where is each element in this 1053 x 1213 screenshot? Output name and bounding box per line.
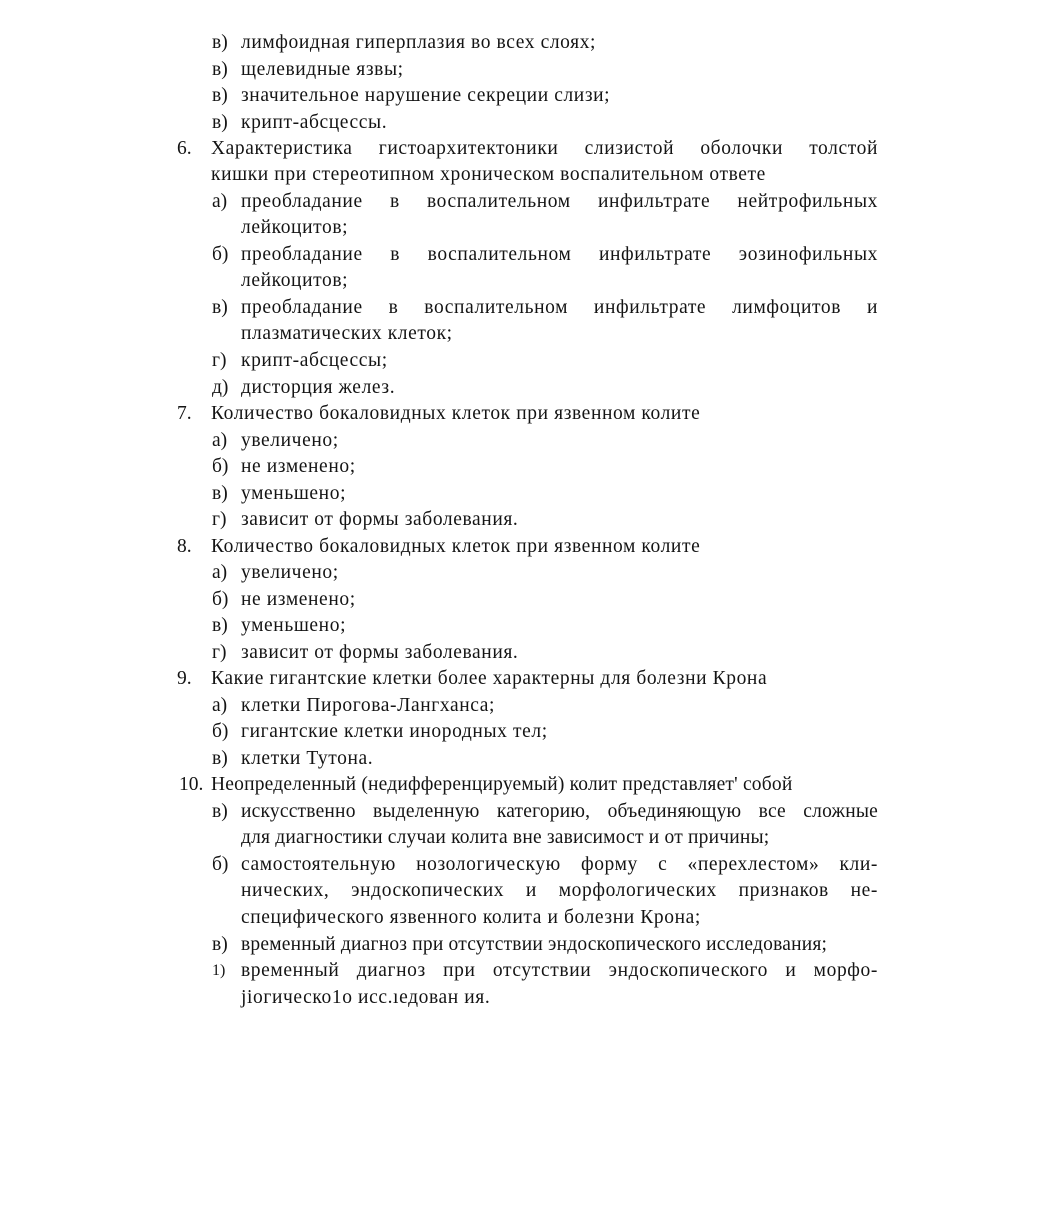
option-letter: 1) <box>212 962 226 979</box>
option-text: для диагностики случаи колита вне зависимост и от причины; <box>241 827 770 848</box>
option-letter: в) <box>212 615 228 636</box>
option-letter: а) <box>212 191 228 212</box>
option-text: не изменено; <box>241 589 356 610</box>
question-text: Характеристика гистоархитектоники слизистой оболочки толстой <box>211 138 878 159</box>
option-text: нических, эндоскопических и морфологических признаков не- <box>241 880 878 901</box>
option-letter: г) <box>212 350 227 371</box>
option-text: не изменено; <box>241 456 356 477</box>
question-text: Какие гигантские клетки более характерны для болезни Крона <box>211 668 768 689</box>
option-letter: д) <box>212 377 229 398</box>
option-letter: б) <box>212 244 229 265</box>
option-letter: а) <box>212 430 228 451</box>
option-text: крипт-абсцессы. <box>241 112 388 133</box>
question-number: 6. <box>177 138 192 159</box>
option-letter: б) <box>212 721 229 742</box>
option-text: лимфоидная гиперплазия во всех слоях; <box>241 32 597 53</box>
option-letter: г) <box>212 509 227 530</box>
option-text: зависит от формы заболевания. <box>241 509 519 530</box>
option-text: дисторция желез. <box>241 377 396 398</box>
option-text: лейкоцитов; <box>241 217 349 238</box>
option-text: лейкоцитов; <box>241 270 349 291</box>
option-letter: а) <box>212 562 228 583</box>
option-text: преобладание в воспалительном инфильтрате эозинофильных <box>241 244 878 265</box>
option-text: значительное нарушение секреции слизи; <box>241 85 611 106</box>
option-letter: в) <box>212 801 228 822</box>
option-text: зависит от формы заболевания. <box>241 642 519 663</box>
option-letter: в) <box>212 32 228 53</box>
option-letter: в) <box>212 748 228 769</box>
question-text: Количество бокаловидных клеток при язвенном колите <box>211 403 701 424</box>
option-letter: б) <box>212 854 229 875</box>
option-text: специфического язвенного колита и болезни Крона; <box>241 907 701 928</box>
option-text: jіогическо1о исс.ıедован ия. <box>241 987 491 1008</box>
option-letter: б) <box>212 456 229 477</box>
option-text: преобладание в воспалительном инфильтрате нейтрофильных <box>241 191 878 212</box>
option-text: увеличено; <box>241 430 339 451</box>
option-text: искусственно выделенную категорию, объединяющую все сложные <box>241 801 878 822</box>
option-text: временный диагноз при отсутствии эндоскопического и морфо- <box>241 960 878 981</box>
option-text: крипт-абсцессы; <box>241 350 388 371</box>
question-number: 8. <box>177 536 192 557</box>
option-letter: в) <box>212 112 228 133</box>
option-text: гигантские клетки инородных тел; <box>241 721 548 742</box>
option-text: уменьшено; <box>241 615 347 636</box>
question-text: кишки при стереотипном хроническом воспалительном ответе <box>211 164 766 185</box>
option-text: щелевидные язвы; <box>241 59 404 80</box>
question-number: 9. <box>177 668 192 689</box>
option-text: самостоятельную нозологическую форму с «перехлестом» кли- <box>241 854 878 875</box>
question-text: Количество бокаловидных клеток при язвенном колите <box>211 536 701 557</box>
option-letter: г) <box>212 642 227 663</box>
option-text: клетки Пирогова-Лангханса; <box>241 695 496 716</box>
option-letter: в) <box>212 483 228 504</box>
question-number: 7. <box>177 403 192 424</box>
option-letter: а) <box>212 695 228 716</box>
option-letter: в) <box>212 934 228 955</box>
question-number: 10. <box>179 774 204 795</box>
option-letter: в) <box>212 85 228 106</box>
option-letter: в) <box>212 297 228 318</box>
option-text: временный диагноз при отсутствии эндоскопического исследования; <box>241 934 828 955</box>
option-text: уменьшено; <box>241 483 347 504</box>
option-text: клетки Тутона. <box>241 748 374 769</box>
option-letter: б) <box>212 589 229 610</box>
option-text: преобладание в воспалительном инфильтрате лимфоцитов и <box>241 297 878 318</box>
option-text: плазматических клеток; <box>241 323 453 344</box>
option-text: увеличено; <box>241 562 339 583</box>
question-text: Неопределенный (недифференцируемый) колит представляет' собой <box>211 774 793 795</box>
option-letter: в) <box>212 59 228 80</box>
